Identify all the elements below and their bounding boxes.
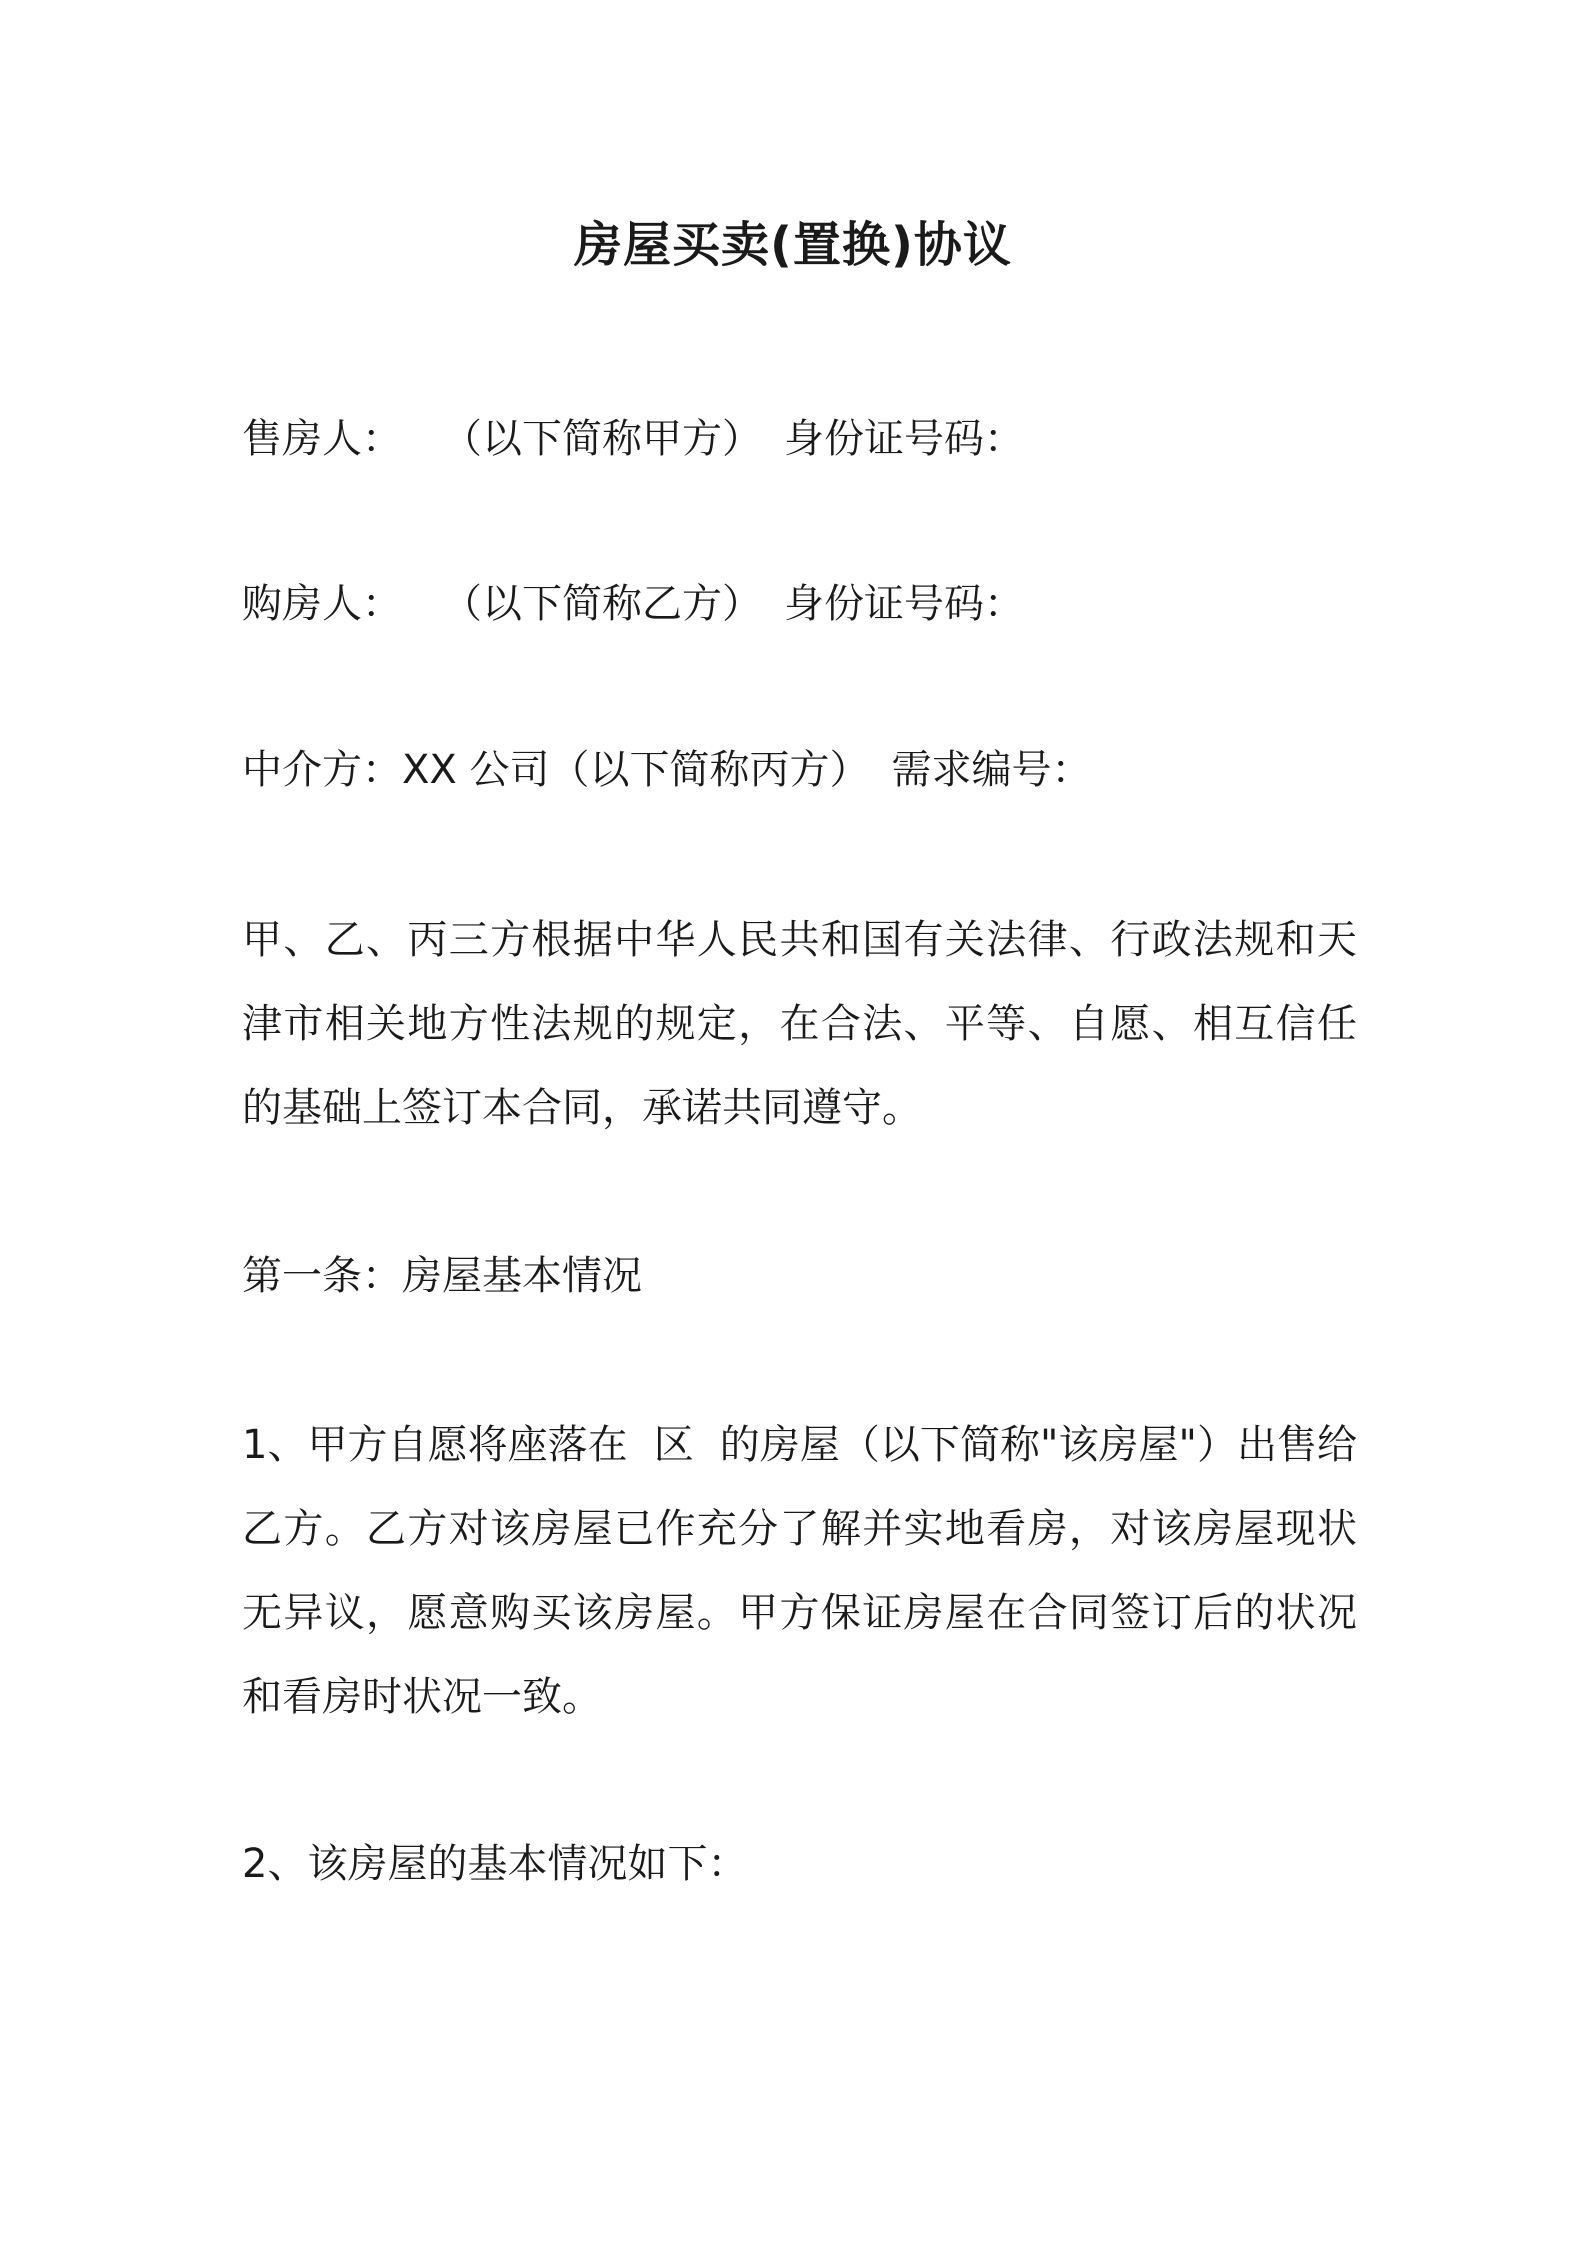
seller-id-label: 身份证号码：: [784, 416, 1024, 462]
buyer-label: 购房人：: [242, 581, 402, 627]
buyer-alias: （以下简称乙方）: [442, 581, 762, 627]
clause1-part3: 的房屋（以下简称"该房屋"）出售给乙方。乙方对该房屋已作充分了解并实地看房，对该房屋现状无异议，愿意购买该房屋。甲方保证房屋在合同签订后的状况和看房时状况一致。: [242, 1422, 1358, 1720]
seller-alias: （以下简称甲方）: [442, 416, 762, 462]
preamble-paragraph: 甲、乙、丙三方根据中华人民共和国有关法律、行政法规和天津市相关地方性法规的规定，在合法、平等、自愿、相互信任的基础上签订本合同，承诺共同遵守。: [242, 917, 1357, 1131]
clause1-part2: 区: [653, 1422, 694, 1468]
buyer-line: [242, 562, 1357, 646]
article1-heading: 第一条：房屋基本情况: [242, 1253, 642, 1299]
agent-label: 中介方：XX 公司（以下简称丙方）: [242, 747, 870, 793]
agent-line: [242, 728, 1357, 812]
agent-req-label: 需求编号：: [891, 747, 1092, 793]
clause2-line: 2、该房屋的基本情况如下：: [242, 1841, 748, 1887]
clause1-paragraph: [242, 1403, 1357, 1739]
clause1-part1: 1、甲方自愿将座落在: [242, 1422, 628, 1468]
document-title: 房屋买卖(置换)协议: [574, 217, 1012, 273]
seller-label: 售房人：: [242, 416, 402, 462]
seller-line: [242, 397, 1357, 481]
buyer-id-label: 身份证号码：: [784, 581, 1024, 627]
